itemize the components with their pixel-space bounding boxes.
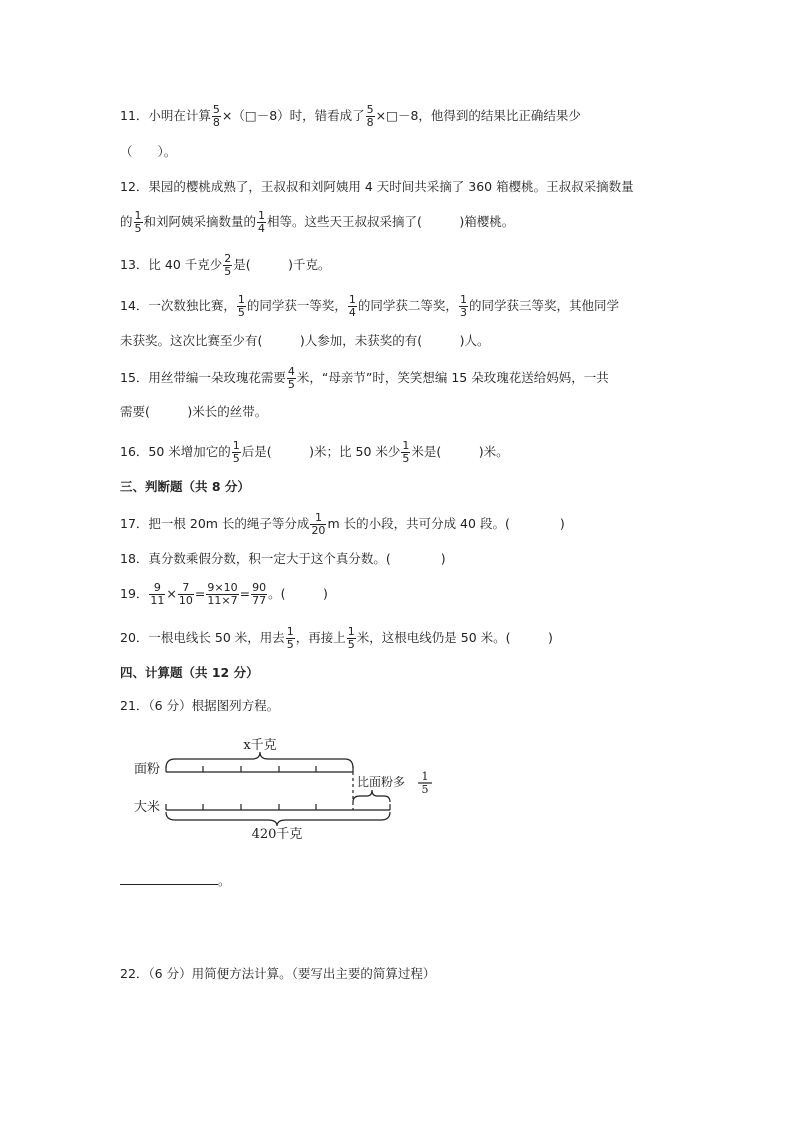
fraction: $\frac{9}{11}$	[150, 581, 165, 607]
q11-line1: 11．小明在计算 $\frac{5}{8}$ ×（□－8）时，错看成了 $\frac{5}{8}$ ×□－8，他得到的结果比正确结果少	[120, 103, 581, 129]
fraction: $\frac{1}{20}$	[311, 511, 326, 537]
bottom-brace	[166, 812, 390, 826]
q19-line: 19． $\frac{9}{11}$ × $\frac{7}{10}$ = $\frac{9\times 10}{11\times 7}$ = $\frac{90}{77}$ 。( )	[120, 581, 328, 607]
section-title-judgement: 三、判断题（共 8 分）	[120, 479, 250, 494]
fraction: $\frac{5}{8}$	[212, 103, 220, 129]
fraction: $\frac{4}{5}$	[287, 365, 295, 391]
fraction: $\frac{1}{3}$	[459, 293, 467, 319]
q14-line2: 未获奖。这次比赛至少有( )人参加，未获奖的有( )人。	[120, 333, 490, 348]
fraction: $\frac{1}{4}$	[348, 293, 356, 319]
q16-line: 16．50 米增加它的 $\frac{1}{5}$ 后是( )米；比 50 米少 $\frac{1}{5}$ 米是( )米。	[120, 439, 509, 465]
fraction: $\frac{9\times 10}{11\times 7}$	[207, 581, 238, 607]
more-label: 比面粉多	[357, 775, 406, 789]
q20-line: 20．一根电线长 50 米，用去 $\frac{1}{5}$ ，再接上 $\frac{1}{5}$ 米，这根电线仍是 50 米。( )	[120, 625, 553, 651]
q22-line: 22．（6 分）用简便方法计算。（要写出主要的简算过程）	[120, 966, 436, 981]
q14-line1: 14．一次数独比赛， $\frac{1}{5}$ 的同学获一等奖， $\frac{1}{4}$ 的同学获二等奖， $\frac{1}{3}$ 的同学获三等奖，其他同学	[120, 293, 619, 319]
top-label: x千克	[243, 738, 277, 753]
q11-line2: （ ）。	[120, 144, 177, 159]
flour-label: 面粉	[134, 762, 161, 777]
q12-line2: 的 $\frac{1}{5}$ 和刘阿姨采摘数量的 $\frac{1}{4}$ 相等。这些天王叔叔采摘了( )箱樱桃。	[120, 209, 515, 235]
fraction: $\frac{2}{5}$	[224, 252, 232, 278]
bottom-label: 420千克	[251, 827, 303, 842]
q15-line1: 15．用丝带编一朵玫瑰花需要 $\frac{4}{5}$ 米，“母亲节”时，笑笑想编 15 朵玫瑰花送给妈妈，一共	[120, 365, 609, 391]
fraction: $\frac{1}{5}$	[286, 625, 294, 651]
fraction: $\frac{1}{5}$	[232, 439, 240, 465]
answer-period: 。	[218, 873, 231, 888]
q18-line: 18．真分数乘假分数，积一定大于这个真分数。( )	[120, 551, 446, 566]
q17-line: 17．把一根 20m 长的绳子等分成 $\frac{1}{20}$ m 长的小段，共可分成 40 段。( )	[120, 511, 565, 537]
fraction: $\frac{1}{5}$	[402, 439, 410, 465]
more-frac-num: 1	[421, 770, 429, 783]
more-frac-den: 5	[421, 783, 429, 796]
fraction: $\frac{5}{8}$	[366, 103, 374, 129]
fraction: $\frac{1}{5}$	[237, 293, 245, 319]
q13-line: 13．比 40 千克少 $\frac{2}{5}$ 是( )千克。	[120, 252, 331, 278]
extra-brace	[353, 790, 390, 802]
fraction: $\frac{1}{4}$	[258, 209, 266, 235]
fraction: $\frac{1}{5}$	[347, 625, 355, 651]
top-brace	[166, 752, 353, 768]
q15-line2: 需要( )米长的丝带。	[120, 404, 268, 419]
q21-line: 21．（6 分）根据图列方程。	[120, 698, 280, 713]
rice-label: 大米	[134, 800, 161, 815]
q12-line1: 12．果园的樱桃成熟了，王叔叔和刘阿姨用 4 天时间共采摘了 360 箱樱桃。王叔叔采摘数量	[120, 179, 634, 194]
fraction: $\frac{90}{77}$	[252, 581, 267, 607]
fraction: $\frac{1}{5}$	[134, 209, 142, 235]
section-title-calculation: 四、计算题（共 12 分）	[120, 665, 259, 680]
answer-blank[interactable]	[120, 883, 218, 885]
fraction: $\frac{7}{10}$	[178, 581, 193, 607]
